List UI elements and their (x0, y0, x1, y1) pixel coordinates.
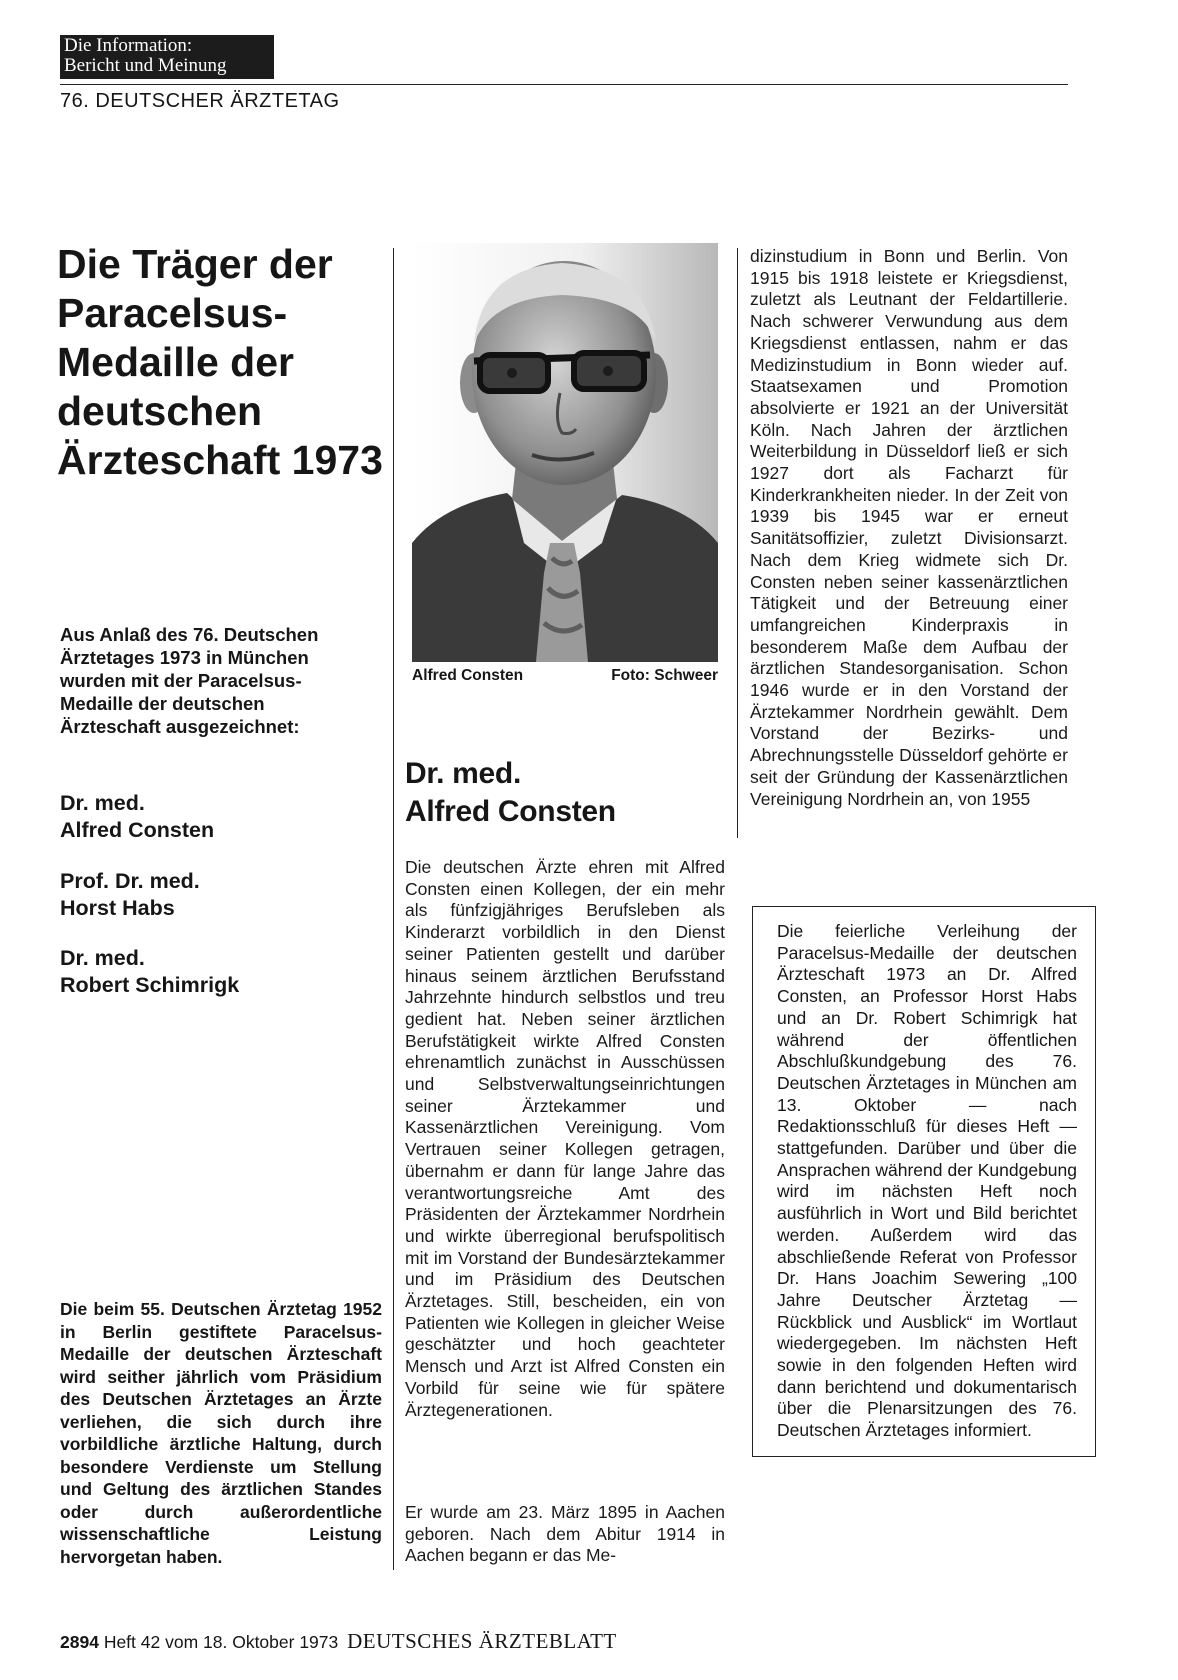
header-rule (60, 84, 1068, 85)
column-rule (393, 248, 394, 1570)
page-number: 2894 (60, 1632, 99, 1652)
portrait-photo (412, 243, 718, 662)
journal-name: DEUTSCHES ÄRZTEBLATT (347, 1629, 617, 1653)
column-rule (737, 248, 738, 838)
section-label-line2: Bericht und Meinung (64, 55, 227, 76)
medal-sidenote: Die beim 55. Deutschen Ärztetag 1952 in Berlin gestiftete Paracelsus-Medaille der deutschen Ärzteschaft wird seither jährlich vom Präsidium des Deutschen Ärztetages an Ärzte verliehen, die sich durch ihre vorbildliche ärztliche Haltung, durch besondere Verdienste um Stellung und Geltung des ärztlichen Standes oder durch außerordentliche wissenschaftliche Leistung hervorgetan haben. (60, 1299, 382, 1567)
series-title: 76. DEUTSCHER ÄRZTETAG (60, 90, 340, 112)
honoree-1 (60, 790, 360, 844)
page-footer (60, 1629, 617, 1654)
photo-caption: Alfred Consten (412, 667, 524, 684)
honoree-3 (60, 945, 360, 999)
article-paragraph-2: Er wurde am 23. März 1895 in Aachen geboren. Nach dem Abitur 1914 in Aachen begann er das Me- (405, 1502, 725, 1566)
honoree-title: Dr. med. (60, 946, 145, 970)
honoree-2 (60, 868, 360, 922)
honoree-name: Robert Schimrigk (60, 973, 240, 997)
article-title (405, 755, 725, 831)
honoree-name: Alfred Consten (60, 818, 215, 842)
section-label (60, 35, 274, 79)
article-paragraph-3: dizinstudium in Bonn und Berlin. Von 1915 bis 1918 leistete er Kriegsdienst, zuletzt als Leutnant der Feldartillerie. Nach schwerer Verwundung aus dem Kriegsdienst entlassen, nahm er das Medizinstudium in Bonn wieder auf. Staatsexamen und Promotion absolvierte er 1921 an der Universität Köln. Nach Jahren der ärztlichen Weiterbildung in Düsseldorf ließ er sich 1927 dort als Facharzt für Kinderkrankheiten nieder. In der Zeit von 1939 bis 1945 war er erneut Sanitätsoffizier, zuletzt Divisionsarzt. Nach dem Krieg widmete sich Dr. Consten neben seiner kassenärztlichen Tätigkeit und der Betreuung einer umfangreichen Kinderpraxis in besonderem Maße dem Aufbau der ärztlichen Standesorganisation. Schon 1946 wurde er in den Vorstand der Ärztekammer Nordrhein gewählt. Dem Vorstand der Bezirks- und Abrechnungsstelle Düsseldorf gehörte er seit der Gründung der Kassenärztlichen Vereinigung Nordrhein an, von 1955 (750, 246, 1068, 809)
article-title-line1: Dr. med. (405, 757, 521, 790)
honoree-title: Dr. med. (60, 791, 145, 815)
issue-info: Heft 42 vom 18. Oktober 1973 (103, 1632, 339, 1652)
page-headline: Die Träger der Paracelsus-Medaille der deutschen Ärzteschaft 1973 (57, 241, 383, 483)
intro-text: Aus Anlaß des 76. Deutschen Ärztetages 1973 in München wurden mit der Paracelsus-Medaille der deutschen Ärzteschaft ausgezeichnet: (60, 624, 319, 737)
section-label-line1: Die Information: (64, 35, 193, 56)
honoree-title: Prof. Dr. med. (60, 869, 200, 893)
photo-credit: Foto: Schweer (611, 667, 718, 684)
article-title-line2: Alfred Consten (405, 795, 616, 828)
article-paragraph-1: Die deutschen Ärzte ehren mit Alfred Consten einen Kollegen, der ein mehr als fünfzigjähriges Berufsleben als Kinderarzt vorbildlich in den Dienst seiner Patienten gestellt und darüber hinaus seinem ärztlichen Berufsstand Jahrzehnte hindurch selbstlos und treu gedient hat. Neben seiner ärztlichen Berufstätigkeit wirkte Alfred Consten ehrenamtlich zunächst in Ausschüssen und Selbstverwaltungseinrichtungen seiner Ärztekammer und Kassenärztlichen Vereinigung. Vom Vertrauen seiner Kollegen getragen, übernahm er dann für lange Jahre das verantwortungsreiche Amt des Präsidenten der Ärztekammer Nordrhein und wirkte überregional berufspolitisch mit im Vorstand der Bundesärztekammer und im Präsidium des Deutschen Ärztetages. Still, bescheiden, ein von Patienten wie Kollegen in gleicher Weise geschätzter und hoch geachteter Mensch und Arzt ist Alfred Consten ein Vorbild für seine wie für spätere Ärztegenerationen. (405, 857, 725, 1420)
ceremony-notice-box (752, 906, 1096, 1457)
honoree-name: Horst Habs (60, 896, 175, 920)
ceremony-notice-text: Die feierliche Verleihung der Paracelsus-Medaille der deutschen Ärzteschaft 1973 an Dr. Alfred Consten, an Professor Horst Habs und an Dr. Robert Schimrigk hat während der öffentlichen Abschlußkundgebung des 76. Deutschen Ärztetages in München am 13. Oktober — nach Redaktionsschluß für dieses Heft — stattgefunden. Darüber und über die Ansprachen während der Kundgebung wird im nächsten Heft noch ausführlich in Wort und Bild berichtet werden. Außerdem wird das abschließende Referat von Professor Dr. Hans Joachim Sewering „100 Jahre Deutscher Ärztetag — Rückblick und Ausblick“ im Wortlaut wiedergegeben. Im nächsten Heft sowie in den folgenden Heften wird dann berichtend und dokumentarisch über die Plenarsitzungen des 76. Deutschen Ärztetages informiert. (777, 921, 1077, 1441)
